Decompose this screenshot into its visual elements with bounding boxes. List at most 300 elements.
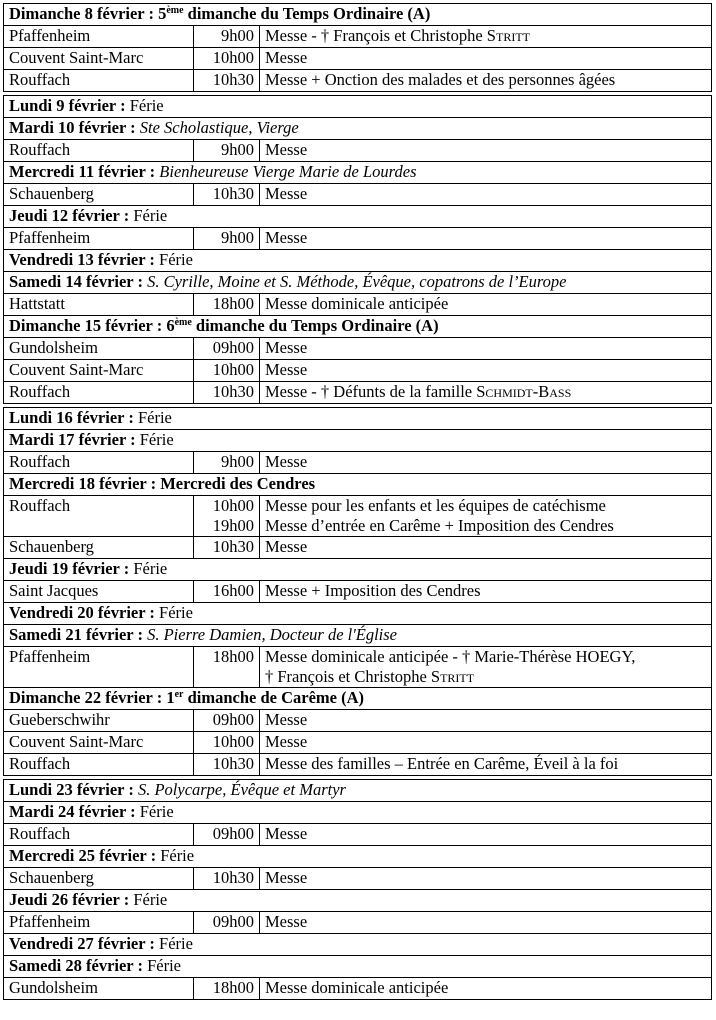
description-text: Messe des familles – Entrée en Carême, Éveil à la foi	[265, 754, 619, 773]
day-header	[4, 934, 712, 956]
service-description	[265, 710, 706, 730]
feast-text-rest: dimanche du Temps Ordinaire (A)	[183, 4, 431, 23]
service-location: Rouffach	[4, 140, 194, 162]
service-description	[265, 70, 706, 90]
day-header	[4, 846, 712, 868]
service-row	[4, 382, 712, 404]
service-description	[265, 452, 706, 472]
feast-text: Ste Scholastique, Vierge	[139, 118, 299, 137]
description-text: Messe	[265, 868, 308, 887]
liturgical-feast	[159, 250, 193, 269]
service-description-cell	[260, 537, 712, 559]
service-row	[4, 338, 712, 360]
service-description-cell	[260, 338, 712, 360]
service-description-cell	[260, 140, 712, 162]
day-header-row	[4, 934, 712, 956]
service-row	[4, 868, 712, 890]
day-name: Vendredi 27 février	[9, 934, 146, 953]
service-description	[265, 496, 706, 516]
liturgical-feast	[138, 408, 172, 427]
service-location: Schauenberg	[4, 868, 194, 890]
feast-text: Férie	[137, 408, 172, 427]
service-time: 10h30	[212, 382, 254, 401]
day-separator: :	[152, 688, 167, 707]
service-description	[265, 732, 706, 752]
description-text-2: -B	[532, 382, 550, 401]
service-time: 18h00	[212, 294, 254, 313]
day-header-row	[4, 272, 712, 294]
service-location: Saint Jacques	[4, 581, 194, 603]
feast-text: S. Cyrille, Moine et S. Méthode, Évêque, copatrons de l’Europe	[147, 272, 567, 291]
service-time: 19h00	[212, 516, 254, 535]
liturgical-feast	[160, 846, 194, 865]
service-location: Gundolsheim	[4, 978, 194, 1000]
description-text: Messe	[265, 360, 308, 379]
day-separator: :	[125, 118, 140, 137]
feast-text: Férie	[129, 96, 164, 115]
day-header-row	[4, 603, 712, 625]
feast-text: Mercredi des Cendres	[160, 474, 316, 493]
day-header	[4, 430, 712, 452]
liturgical-feast	[159, 603, 193, 622]
service-time-cell	[194, 647, 260, 688]
liturgical-feast	[133, 206, 167, 225]
service-time: 09h00	[212, 710, 254, 729]
day-name: Mardi 17 février	[9, 430, 126, 449]
service-row	[4, 496, 712, 537]
service-location: Rouffach	[4, 754, 194, 776]
description-text: Messe	[265, 452, 308, 471]
day-header	[4, 316, 712, 338]
description-text: Messe	[265, 710, 308, 729]
spacer	[199, 667, 254, 687]
service-description-cell	[260, 452, 712, 474]
service-description	[265, 868, 706, 888]
feast-text-rest: dimanche de Carême (A)	[183, 688, 365, 707]
description-text: Messe pour les enfants et les équipes de catéchisme	[265, 496, 606, 515]
day-header-row	[4, 802, 712, 824]
feast-text: Férie	[139, 430, 174, 449]
service-row	[4, 710, 712, 732]
service-description-cell	[260, 382, 712, 404]
service-row	[4, 978, 712, 1000]
description-text: Messe dominicale anticipée	[265, 978, 449, 997]
day-name: Lundi 16 février	[9, 408, 125, 427]
service-time-cell	[194, 382, 260, 404]
day-separator: :	[145, 250, 160, 269]
day-separator: :	[152, 316, 167, 335]
liturgical-feast	[133, 559, 167, 578]
service-location: Schauenberg	[4, 537, 194, 559]
feast-text: Férie	[133, 559, 168, 578]
week-block	[3, 3, 712, 92]
day-name: Mardi 10 février	[9, 118, 126, 137]
service-time: 10h30	[212, 70, 254, 89]
family-name-smallcaps-2: ass	[549, 382, 572, 401]
feast-text: Férie	[159, 250, 193, 269]
day-name: Jeudi 19 février	[9, 559, 120, 578]
service-description	[265, 228, 706, 248]
service-row	[4, 360, 712, 382]
service-location: Pfaffenheim	[4, 912, 194, 934]
day-name: Vendredi 13 février	[9, 250, 146, 269]
service-location: Rouffach	[4, 496, 194, 537]
liturgical-feast	[159, 162, 416, 181]
service-time: 18h00	[212, 647, 254, 666]
service-time-cell	[194, 824, 260, 846]
liturgical-feast	[133, 890, 167, 909]
service-description-cell	[260, 647, 712, 688]
liturgical-feast	[130, 96, 164, 115]
day-header-row	[4, 96, 712, 118]
service-description-cell	[260, 710, 712, 732]
service-time-cell	[194, 70, 260, 92]
feast-text: Férie	[160, 846, 195, 865]
service-row	[4, 537, 712, 559]
service-time-cell	[194, 338, 260, 360]
service-row	[4, 732, 712, 754]
service-time: 10h00	[212, 48, 254, 67]
service-description-cell	[260, 912, 712, 934]
service-description	[265, 647, 706, 667]
description-text: Messe	[265, 824, 308, 843]
day-name: Mercredi 11 février	[9, 162, 146, 181]
feast-text: Férie	[159, 934, 193, 953]
day-name: Dimanche 15 février	[9, 316, 153, 335]
service-time-cell	[194, 184, 260, 206]
service-description-cell	[260, 824, 712, 846]
day-separator: :	[146, 474, 161, 493]
day-header-row	[4, 625, 712, 647]
day-separator: :	[119, 890, 134, 909]
service-time: 9h00	[221, 228, 254, 247]
service-row	[4, 48, 712, 70]
service-description	[265, 140, 706, 160]
service-location: Pfaffenheim	[4, 647, 194, 688]
service-time: 9h00	[221, 452, 254, 471]
description-text: Messe - † François et Christophe S	[265, 26, 496, 45]
feast-text: Férie	[147, 956, 181, 975]
service-location: Rouffach	[4, 452, 194, 474]
service-description-cell	[260, 360, 712, 382]
service-time: 18h00	[212, 978, 254, 997]
day-name: Vendredi 20 février	[9, 603, 146, 622]
feast-text: S. Pierre Damien, Docteur de l'Église	[147, 625, 397, 644]
day-name: Dimanche 22 février	[9, 688, 153, 707]
day-name: Samedi 28 février	[9, 956, 134, 975]
service-description-cell	[260, 868, 712, 890]
day-header-row	[4, 559, 712, 581]
service-time: 09h00	[212, 912, 254, 931]
service-location: Couvent Saint-Marc	[4, 48, 194, 70]
service-time: 09h00	[212, 824, 254, 843]
liturgical-feast	[166, 316, 438, 335]
service-location: Rouffach	[4, 70, 194, 92]
service-description-cell	[260, 48, 712, 70]
day-header	[4, 474, 712, 496]
service-time-cell	[194, 754, 260, 776]
day-name: Dimanche 8 février	[9, 4, 145, 23]
day-name: Jeudi 12 février	[9, 206, 120, 225]
service-time: 10h30	[212, 868, 254, 887]
service-time-cell	[194, 228, 260, 250]
service-description	[265, 294, 706, 314]
service-row	[4, 581, 712, 603]
service-description	[265, 667, 706, 687]
service-time: 10h30	[212, 537, 254, 556]
day-header	[4, 408, 712, 430]
day-separator: :	[133, 272, 148, 291]
family-name-smallcaps: tritt	[440, 667, 475, 686]
service-time: 9h00	[221, 26, 254, 45]
day-header	[4, 603, 712, 625]
service-description	[265, 537, 706, 557]
day-header	[4, 96, 712, 118]
service-description	[265, 338, 706, 358]
description-text: Messe	[265, 912, 308, 931]
service-description-cell	[260, 228, 712, 250]
day-header	[4, 625, 712, 647]
day-name: Mercredi 18 février	[9, 474, 147, 493]
day-header-row	[4, 890, 712, 912]
service-time-cell	[194, 978, 260, 1000]
service-time-cell	[194, 868, 260, 890]
service-time: 10h00	[212, 732, 254, 751]
service-time-cell	[194, 912, 260, 934]
service-time-cell	[194, 26, 260, 48]
service-row	[4, 294, 712, 316]
service-description	[265, 184, 706, 204]
day-header	[4, 272, 712, 294]
day-header	[4, 890, 712, 912]
liturgical-feast	[140, 802, 174, 821]
description-text: Messe	[265, 338, 308, 357]
service-location: Gueberschwihr	[4, 710, 194, 732]
service-description	[265, 978, 706, 998]
service-time: 9h00	[221, 140, 254, 159]
service-row	[4, 26, 712, 48]
service-description	[265, 48, 706, 68]
service-location: Rouffach	[4, 382, 194, 404]
liturgical-feast	[158, 4, 430, 23]
description-text: † François et Christophe S	[265, 667, 441, 686]
liturgical-feast	[159, 934, 193, 953]
day-header-row	[4, 118, 712, 140]
day-separator: :	[133, 956, 148, 975]
day-separator: :	[145, 934, 160, 953]
day-name: Samedi 14 février	[9, 272, 134, 291]
day-header-row	[4, 956, 712, 978]
service-description	[265, 912, 706, 932]
liturgical-feast	[138, 780, 346, 799]
description-text: Messe	[265, 140, 308, 159]
service-location: Couvent Saint-Marc	[4, 360, 194, 382]
day-header	[4, 559, 712, 581]
day-name: Jeudi 26 février	[9, 890, 120, 909]
service-description-cell	[260, 732, 712, 754]
day-header	[4, 802, 712, 824]
liturgical-feast	[147, 956, 181, 975]
service-description-cell	[260, 26, 712, 48]
service-row	[4, 70, 712, 92]
feast-ordinal-suffix: ème	[166, 5, 184, 16]
service-description-cell	[260, 581, 712, 603]
day-header	[4, 4, 712, 26]
day-separator: :	[145, 603, 160, 622]
feast-text: 1	[166, 688, 175, 707]
day-header-row	[4, 430, 712, 452]
day-separator: :	[145, 162, 160, 181]
service-time-cell	[194, 360, 260, 382]
day-header-row	[4, 206, 712, 228]
service-time-cell	[194, 537, 260, 559]
day-header	[4, 162, 712, 184]
day-separator: :	[144, 4, 159, 23]
service-description-cell	[260, 978, 712, 1000]
description-text: Messe	[265, 228, 308, 247]
day-header-row	[4, 316, 712, 338]
description-text: Messe d’entrée en Carême + Imposition des Cendres	[265, 516, 614, 535]
service-row	[4, 452, 712, 474]
service-time-cell	[194, 496, 260, 537]
service-description	[265, 824, 706, 844]
service-time: 10h30	[212, 184, 254, 203]
day-separator: :	[115, 96, 130, 115]
day-name: Lundi 23 février	[9, 780, 125, 799]
day-separator: :	[119, 206, 134, 225]
description-text: Messe dominicale anticipée - † Marie-Thérèse HOEGY,	[265, 647, 636, 666]
feast-text: Bienheureuse Vierge Marie de Lourdes	[159, 162, 417, 181]
service-description	[265, 581, 706, 601]
feast-text: S. Polycarpe, Évêque et Martyr	[137, 780, 346, 799]
service-time: 16h00	[212, 581, 254, 600]
feast-text: 6	[166, 316, 175, 335]
service-row	[4, 228, 712, 250]
service-time: 10h30	[212, 754, 254, 773]
week-block	[3, 95, 712, 404]
service-description-cell	[260, 754, 712, 776]
day-header-row	[4, 846, 712, 868]
service-location: Schauenberg	[4, 184, 194, 206]
family-name-smallcaps: tritt	[495, 26, 530, 45]
description-text: Messe	[265, 732, 308, 751]
service-description-cell	[260, 70, 712, 92]
service-description-cell	[260, 496, 712, 537]
description-text: Messe dominicale anticipée	[265, 294, 449, 313]
day-separator: :	[133, 625, 148, 644]
service-description	[265, 26, 706, 46]
description-text: Messe	[265, 48, 308, 67]
liturgical-feast	[140, 430, 174, 449]
service-row	[4, 824, 712, 846]
service-row	[4, 754, 712, 776]
service-description-cell	[260, 184, 712, 206]
feast-text: Férie	[159, 603, 193, 622]
feast-ordinal-suffix: er	[174, 689, 184, 700]
service-location: Couvent Saint-Marc	[4, 732, 194, 754]
feast-text: Férie	[139, 802, 174, 821]
day-header-row	[4, 4, 712, 26]
service-time-cell	[194, 710, 260, 732]
service-time-cell	[194, 294, 260, 316]
service-row	[4, 140, 712, 162]
service-time-cell	[194, 140, 260, 162]
feast-text: Férie	[133, 206, 168, 225]
service-time-cell	[194, 732, 260, 754]
day-separator: :	[124, 780, 138, 799]
feast-text-rest: dimanche du Temps Ordinaire (A)	[191, 316, 439, 335]
liturgical-feast	[147, 272, 566, 291]
service-row	[4, 647, 712, 688]
day-separator: :	[125, 430, 140, 449]
day-header	[4, 118, 712, 140]
day-header-row	[4, 474, 712, 496]
service-location: Hattstatt	[4, 294, 194, 316]
liturgical-feast	[140, 118, 299, 137]
day-header-row	[4, 250, 712, 272]
day-header-row	[4, 688, 712, 710]
day-separator: :	[124, 408, 138, 427]
service-location: Pfaffenheim	[4, 228, 194, 250]
day-name: Samedi 21 février	[9, 625, 134, 644]
service-time: 10h00	[212, 496, 254, 515]
day-header-row	[4, 408, 712, 430]
service-time-cell	[194, 581, 260, 603]
day-separator: :	[146, 846, 161, 865]
day-separator: :	[119, 559, 134, 578]
day-header	[4, 688, 712, 710]
family-name-smallcaps: chmidt	[485, 382, 533, 401]
day-header-row	[4, 162, 712, 184]
service-time-cell	[194, 48, 260, 70]
day-header-row	[4, 780, 712, 802]
day-header	[4, 206, 712, 228]
service-location: Gundolsheim	[4, 338, 194, 360]
service-description-cell	[260, 294, 712, 316]
day-header	[4, 250, 712, 272]
service-time: 10h00	[212, 360, 254, 379]
service-description	[265, 754, 706, 774]
feast-text: 5	[158, 4, 167, 23]
day-name: Lundi 9 février	[9, 96, 116, 115]
service-row	[4, 184, 712, 206]
description-text: Messe	[265, 184, 308, 203]
service-time: 09h00	[212, 338, 254, 357]
service-location: Pfaffenheim	[4, 26, 194, 48]
feast-text: Férie	[133, 890, 168, 909]
day-separator: :	[125, 802, 140, 821]
day-header	[4, 780, 712, 802]
description-text: Messe + Imposition des Cendres	[265, 581, 481, 600]
liturgical-feast	[160, 474, 315, 493]
service-description	[265, 516, 706, 536]
day-header	[4, 956, 712, 978]
day-name: Mardi 24 février	[9, 802, 126, 821]
liturgical-feast	[166, 688, 364, 707]
service-location: Rouffach	[4, 824, 194, 846]
liturgical-feast	[147, 625, 397, 644]
service-description	[265, 360, 706, 380]
day-name: Mercredi 25 février	[9, 846, 147, 865]
service-description	[265, 382, 706, 402]
description-text: Messe - † Défunts de la famille S	[265, 382, 486, 401]
week-block	[3, 407, 712, 776]
description-text: Messe	[265, 537, 308, 556]
service-row	[4, 912, 712, 934]
week-block	[3, 779, 712, 1000]
service-time-cell	[194, 452, 260, 474]
description-text: Messe + Onction des malades et des personnes âgées	[265, 70, 616, 89]
